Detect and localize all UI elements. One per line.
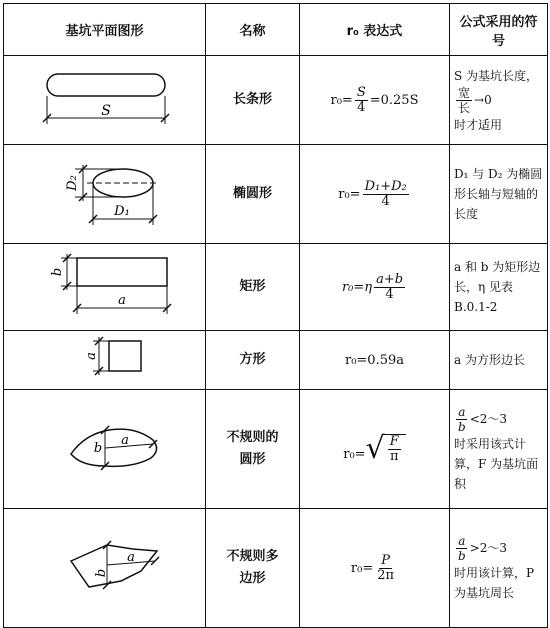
name-line-1: 不规则的 — [226, 430, 279, 445]
diagram-square — [4, 331, 206, 390]
formula-fraction — [363, 180, 409, 209]
name-ellipse: 椭圆形 — [206, 145, 300, 244]
label-a: a — [126, 550, 135, 565]
diagram-rectangle — [4, 244, 206, 331]
formula-irregular-circle — [300, 390, 450, 509]
strip-shape-figure — [5, 56, 205, 140]
label-a: a — [117, 293, 126, 308]
label-a: a — [120, 433, 129, 448]
header-shape: 基坑平面图形 — [4, 4, 206, 56]
formula-square: r₀=0.59a — [300, 331, 450, 390]
formula-ellipse — [300, 145, 450, 244]
note-text-2: 时才适用 — [454, 117, 503, 132]
formula-irregular-polygon — [300, 509, 450, 628]
name-strip: 长条形 — [206, 56, 300, 145]
formula-strip — [300, 56, 450, 145]
note-fraction — [456, 86, 472, 115]
formula-prefix: r₀= — [350, 560, 374, 576]
fraction-denominator: π — [389, 449, 399, 464]
formula-table — [3, 3, 548, 628]
fraction-denominator: 4 — [385, 286, 394, 302]
name-line-2: 圆形 — [239, 452, 266, 467]
sqrt-sign: √ $\frac{F}{\pi}$ — [366, 434, 406, 464]
condition-suffix: >2～3 — [469, 540, 508, 555]
table-row — [4, 509, 548, 628]
table-row — [4, 56, 548, 145]
note-fraction-denominator: 长 — [458, 100, 471, 115]
label-d2: D₂ — [64, 175, 80, 191]
irregular-polygon-figure — [5, 509, 205, 623]
fraction-denominator: 4 — [381, 193, 390, 209]
label-b: b — [93, 568, 109, 578]
note-text: 时采用该式计算，F 为基坑面积 — [454, 436, 539, 491]
fraction-denominator: 4 — [357, 99, 366, 115]
note-strip — [450, 56, 548, 145]
note-ellipse: D₁ 与 D₂ 为椭圆形长轴与短轴的长度 — [450, 145, 548, 244]
table-row — [4, 145, 548, 244]
note-text: 时用该计算，P 为基坑周长 — [454, 565, 535, 600]
name-irregular-polygon — [206, 509, 300, 628]
table-row — [4, 390, 548, 509]
diagram-irregular-circle — [4, 390, 206, 509]
label-d1: D₁ — [113, 204, 130, 219]
condition-denominator: b — [458, 548, 466, 563]
table-row — [4, 244, 548, 331]
fraction-numerator: P — [381, 552, 391, 568]
formula-fraction — [375, 554, 396, 583]
diagram-ellipse — [4, 145, 206, 244]
irregular-circle-figure — [5, 390, 205, 504]
formula-rectangle — [300, 244, 450, 331]
formula-prefix: r₀= — [330, 92, 353, 108]
fraction-numerator: D₁+D₂ — [364, 178, 407, 194]
note-text: S 为基坑长度， — [454, 68, 539, 83]
condition-fraction — [456, 405, 468, 434]
condition-suffix: <2～3 — [469, 411, 508, 426]
header-name: 名称 — [206, 4, 300, 56]
fraction-numerator: S — [356, 84, 366, 100]
name-irregular-circle — [206, 390, 300, 509]
condition-numerator: a — [458, 404, 466, 419]
formula-prefix: r₀= — [338, 186, 361, 202]
header-row — [4, 4, 548, 56]
name-rectangle: 矩形 — [206, 244, 300, 331]
name-line-1: 不规则多 — [226, 549, 279, 564]
condition-denominator: b — [458, 419, 466, 434]
label-s: S — [100, 103, 111, 119]
formula-fraction — [355, 86, 368, 115]
note-irregular-polygon — [450, 509, 548, 628]
label-a: a — [83, 352, 99, 360]
label-b: b — [93, 441, 102, 456]
header-expr: r₀ 表达式 — [300, 4, 450, 56]
condition-numerator: a — [458, 533, 466, 548]
formula-fraction — [374, 273, 405, 302]
note-rectangle: a 和 b 为矩形边长，η 见表 B.0.1-2 — [450, 244, 548, 331]
formula-prefix: r₀= — [343, 447, 366, 462]
note-arrow: →0 — [474, 92, 492, 107]
table-row — [4, 331, 548, 390]
label-b: b — [49, 267, 65, 277]
note-fraction-numerator: 宽 — [458, 85, 471, 100]
note-square: a 为方形边长 — [450, 331, 548, 390]
ellipse-shape-figure — [5, 145, 205, 239]
condition-fraction — [456, 534, 468, 563]
note-irregular-circle — [450, 390, 548, 509]
formula-prefix: r₀=η — [341, 279, 373, 295]
fraction-numerator: F — [389, 434, 399, 449]
header-symbol: 公式采用的符号 — [450, 4, 548, 56]
diagram-irregular-polygon — [4, 509, 206, 628]
diagram-strip — [4, 56, 206, 145]
name-square: 方形 — [206, 331, 300, 390]
fraction-numerator: a+b — [376, 271, 404, 287]
formula-suffix: =0.25S — [369, 92, 419, 108]
fraction-denominator: 2π — [377, 567, 395, 583]
rectangle-shape-figure — [5, 244, 205, 326]
name-line-2: 边形 — [239, 571, 266, 586]
square-shape-figure — [5, 331, 205, 385]
formula-fraction — [388, 435, 401, 464]
